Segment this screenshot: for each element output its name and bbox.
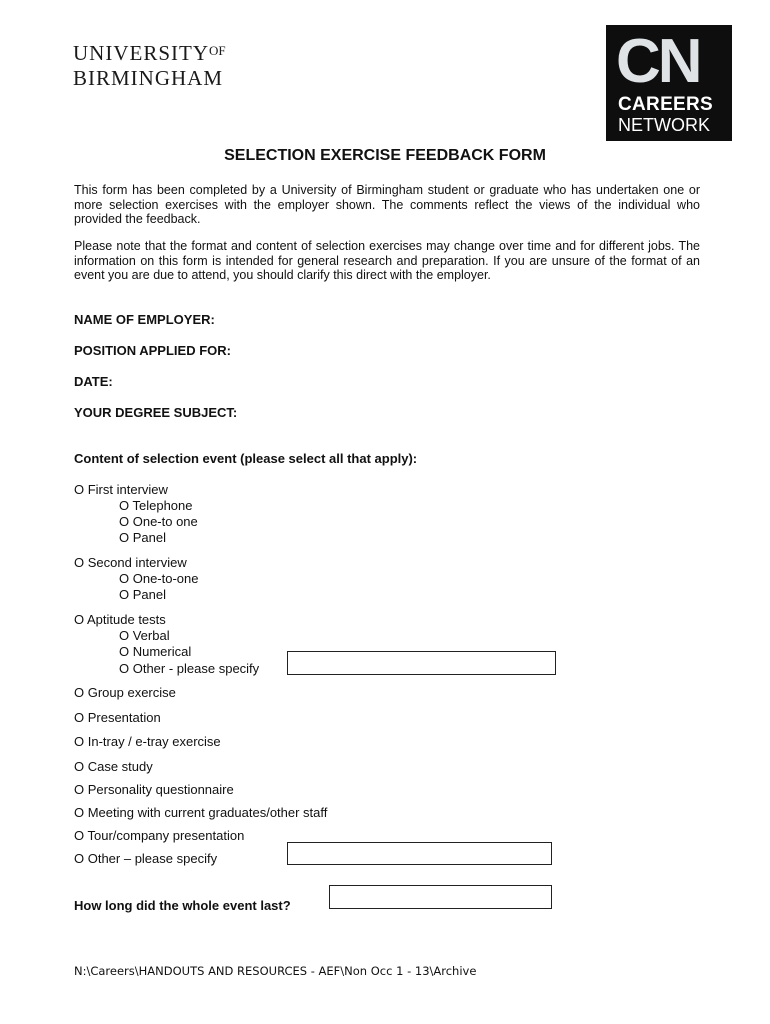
logo-line-birmingham: BIRMINGHAM (73, 66, 224, 90)
duration-question: How long did the whole event last? (74, 898, 291, 913)
intro-paragraph-1: This form has been completed by a University of Birmingham student or graduate who has undertaken one or more selection exercises with the employer shown. The comments reflect the views of the individual who provided the feedback. (74, 183, 700, 226)
other-specify-input[interactable] (287, 842, 552, 865)
option-panel-second[interactable]: O Panel (119, 587, 166, 602)
careers-network-logo (606, 25, 732, 141)
footer-file-path: N:\Careers\HANDOUTS AND RESOURCES - AEF\Non Occ 1 - 13\Archive (74, 964, 477, 978)
degree-field-label: YOUR DEGREE SUBJECT: (74, 405, 238, 420)
other-aptitude-specify-input[interactable] (287, 651, 556, 675)
option-presentation[interactable]: O Presentation (74, 710, 161, 725)
option-meeting-staff[interactable]: O Meeting with current graduates/other staff (74, 805, 328, 820)
duration-input[interactable] (329, 885, 552, 909)
option-in-tray[interactable]: O In-tray / e-tray exercise (74, 734, 221, 749)
option-telephone[interactable]: O Telephone (119, 498, 193, 513)
option-other[interactable]: O Other – please specify (74, 851, 218, 866)
option-personality-questionnaire[interactable]: O Personality questionnaire (74, 782, 234, 797)
cn-careers-word: CAREERS (618, 94, 714, 115)
option-one-to-one-first[interactable]: O One-to one (119, 514, 198, 529)
option-numerical[interactable]: O Numerical (119, 644, 192, 659)
option-tour-presentation[interactable]: O Tour/company presentation (74, 828, 245, 843)
position-field-label: POSITION APPLIED FOR: (74, 343, 231, 358)
employer-field-label: NAME OF EMPLOYER: (74, 312, 215, 327)
option-first-interview[interactable]: O First interview (74, 482, 168, 497)
logo-of: OF (209, 43, 226, 58)
option-aptitude-tests[interactable]: O Aptitude tests (74, 612, 166, 627)
content-heading: Content of selection event (please select all that apply): (74, 451, 418, 466)
option-case-study[interactable]: O Case study (74, 759, 153, 774)
university-of-birmingham-logo (73, 40, 226, 89)
option-panel-first[interactable]: O Panel (119, 530, 166, 545)
form-title: SELECTION EXERCISE FEEDBACK FORM (224, 147, 546, 164)
option-other-aptitude[interactable]: O Other - please specify (119, 661, 260, 676)
option-group-exercise[interactable]: O Group exercise (74, 685, 176, 700)
option-verbal[interactable]: O Verbal (119, 628, 170, 643)
intro-paragraph-2: Please note that the format and content of selection exercises may change over time and for different jobs. The information on this form is intended for general research and preparation. If you are unsure of the format of an event you are due to attend, you should clarify this direct with the employer. (74, 239, 700, 282)
cn-network-word: NETWORK (618, 115, 710, 135)
logo-line-university: UNIVERSITY (73, 41, 209, 65)
date-field-label: DATE: (74, 374, 113, 389)
cn-monogram: CN (616, 27, 700, 96)
option-second-interview[interactable]: O Second interview (74, 555, 187, 570)
option-one-to-one-second[interactable]: O One-to-one (119, 571, 199, 586)
